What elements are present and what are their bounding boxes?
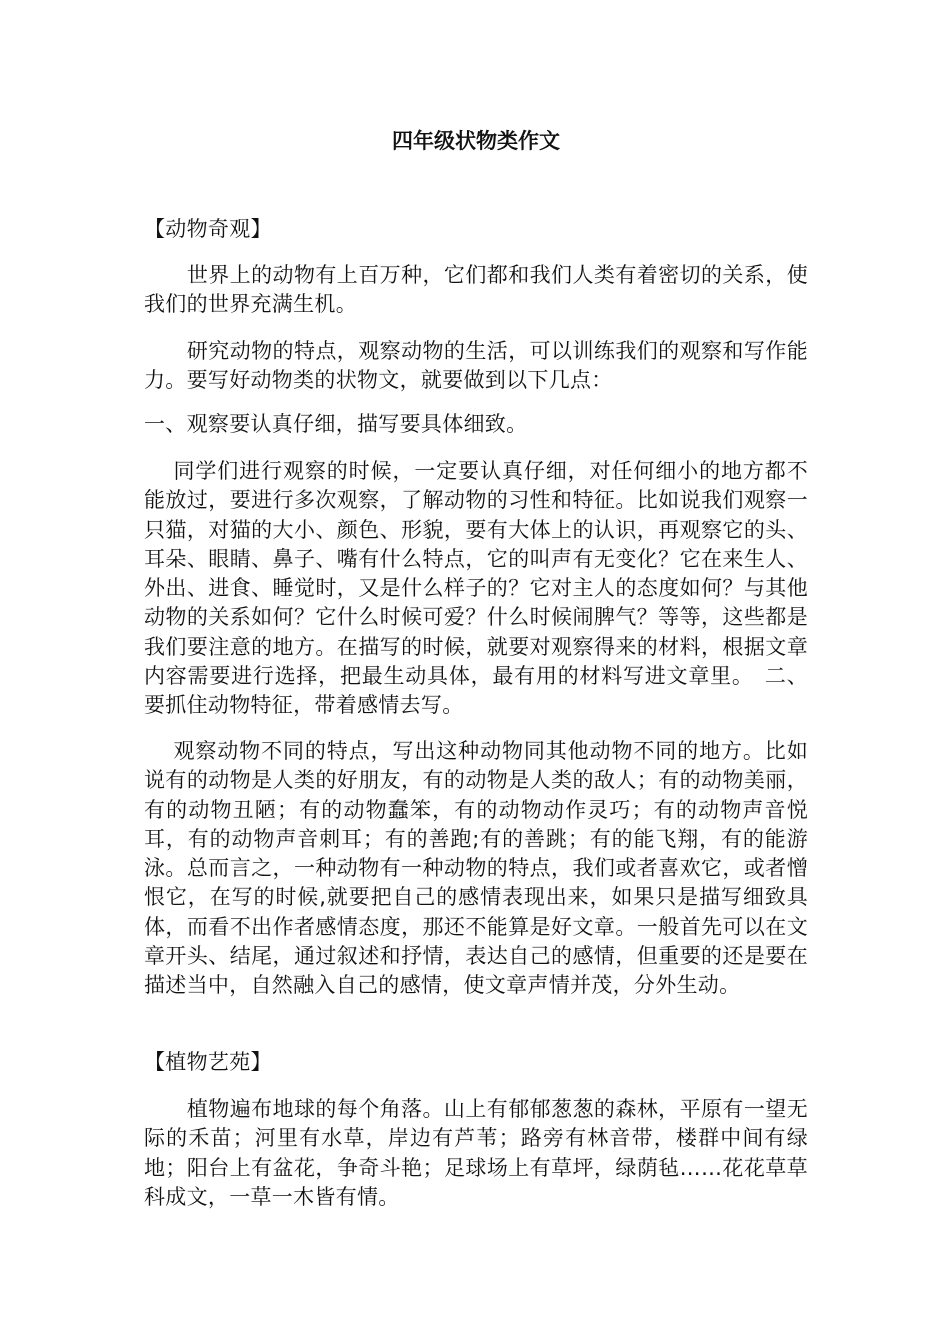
paragraph-observation: 同学们进行观察的时候，一定要认真仔细，对任何细小的地方都不能放过，要进行多次观察，了解动物的习性和特征。比如说我们观察一只猫，对猫的大小、颜色、形貌，要有大体上的认识，再观察它的头、耳朵、眼睛、鼻子、嘴有什么特点，它的叫声有无变化？它在来生人、外出、进食、睡觉时，又是什么样子的？它对主人的态度如何？与其他动物的关系如何？它什么时候可爱？什么时候闹脾气？等等，这些都是我们要注意的地方。在描写的时候，就要对观察得来的材料，根据文章内容需要进行选择，把最生动具体，最有用的材料写进文章里。 二、要抓住动物特征，带着感情去写。 <box>144 459 808 718</box>
section-heading-plants: 【植物艺苑】 <box>144 1050 272 1074</box>
section-heading-animals: 【动物奇观】 <box>144 217 272 241</box>
paragraph-intro: 世界上的动物有上百万种，它们都和我们人类有着密切的关系，使我们的世界充满生机。 <box>144 263 808 317</box>
document-title: 四年级状物类作文 <box>392 129 560 153</box>
paragraph-features: 观察动物不同的特点，写出这种动物同其他动物不同的地方。比如说有的动物是人类的好朋友，有的动物是人类的敌人；有的动物美丽，有的动物丑陋；有的动物蠢笨，有的动物动作灵巧；有的动物声音悦耳，有的动物声音刺耳；有的善跑;有的善跳；有的能飞翔，有的能游泳。总而言之，一种动物有一种动物的特点，我们或者喜欢它，或者憎恨它，在写的时候,就要把自己的感情表现出来，如果只是描写细致具体，而看不出作者感情态度，那还不能算是好文章。一般首先可以在文章开头、结尾，通过叙述和抒情，表达自己的感情，但重要的还是要在描述当中，自然融入自己的感情，使文章声情并茂，分外生动。 <box>144 739 808 998</box>
paragraph-plants: 植物遍布地球的每个角落。山上有郁郁葱葱的森林，平原有一望无际的禾苗；河里有水草，岸边有芦苇；路旁有林音带，楼群中间有绿地；阳台上有盆花，争奇斗艳；足球场上有草坪，绿荫毡……花花草草科成文，一草一木皆有情。 <box>144 1097 808 1209</box>
paragraph-study-animals: 研究动物的特点，观察动物的生活，可以训练我们的观察和写作能力。要写好动物类的状物文，就要做到以下几点： <box>144 339 808 393</box>
point-one-heading: 一、观察要认真仔细，描写要具体细致。 <box>144 412 528 436</box>
